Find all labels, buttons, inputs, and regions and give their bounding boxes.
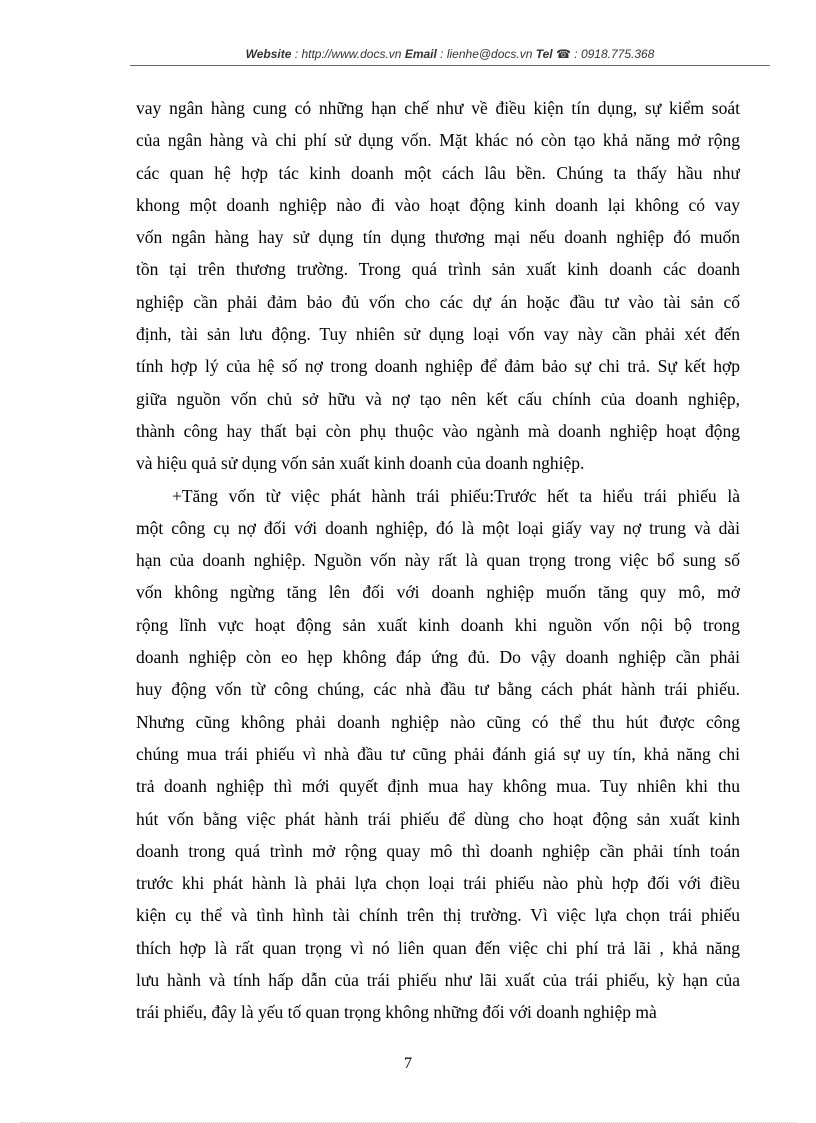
page-header: [130, 47, 770, 61]
paragraph-line: +Tăng vốn từ việc phát hành trái phiếu:Trước hết ta hiểu trái phiếu là: [172, 485, 740, 506]
paragraph-line: tồn tại trên thương trường. Trong quá trình sản xuất kinh doanh các doanh: [136, 259, 740, 280]
paragraph-line: tính hợp lý của hệ số nợ trong doanh nghiệp để đảm bảo sự chi trả. Sự kết hợp: [136, 356, 740, 377]
paragraph-line: Nhưng cũng không phải doanh nghiệp nào cũng có thể thu hút được công: [136, 711, 740, 732]
website-label: Website: [245, 47, 292, 61]
paragraph-line: chúng mua trái phiếu vì nhà đầu tư cũng phải đánh giá sự uy tín, khả năng chi: [136, 743, 740, 764]
paragraph-line: nghiệp cần phải đảm bảo đủ vốn cho các dự án hoặc đầu tư vào tài sản cố: [136, 291, 740, 312]
paragraph-line: vay ngân hàng cung có những hạn chế như về điều kiện tín dụng, sự kiểm soát: [136, 98, 740, 118]
paragraph-line: của ngân hàng và chi phí sử dụng vốn. Mặt khác nó còn tạo khả năng mở rộng: [136, 130, 740, 151]
tel-value: ☎ : 0918.775.368: [552, 47, 655, 61]
paragraph-line: huy động vốn từ công chúng, các nhà đầu tư bằng cách phát hành trái phiếu.: [136, 679, 740, 700]
header-rule: [130, 65, 770, 66]
body-text: [136, 92, 740, 1029]
paragraph-line: trái phiếu, đây là yếu tố quan trọng không những đối với doanh nghiệp mà: [136, 1002, 657, 1023]
paragraph-line: một công cụ nợ đối với doanh nghiệp, đó là một loại giấy vay nợ trung và dài: [136, 517, 740, 538]
paragraph-line: kiện cụ thể và tình hình tài chính trên thị trường. Vì việc lựa chọn trái phiếu: [136, 905, 740, 926]
paragraph-line: vốn không ngừng tăng lên đối với doanh nghiệp muốn tăng quy mô, mở: [136, 582, 740, 603]
paragraph-line: vốn ngân hàng hay sử dụng tín dụng thương mại nếu doanh nghiệp đó muốn: [136, 227, 740, 248]
email-value: : lienhe@docs.vn: [436, 47, 536, 61]
paragraph-line: doanh trong quá trình mở rộng quay mô thì doanh nghiệp cần phải tính toán: [136, 840, 740, 861]
email-label: Email: [404, 47, 437, 61]
paragraph-line: hạn của doanh nghiệp. Nguồn vốn này rất là quan trọng trong việc bổ sung số: [136, 550, 740, 571]
paragraph-line: các quan hệ hợp tác kinh doanh một cách lâu bền. Chúng ta thấy hầu như: [136, 162, 740, 183]
paragraph-line: trả doanh nghiệp thì mới quyết định mua hay không mua. Tuy nhiên khi thu: [136, 776, 740, 797]
paragraph-line: trước khi phát hành là phải lựa chọn loại trái phiếu nào phù hợp đối với điều: [136, 873, 740, 894]
website-value: : http://www.docs.vn: [291, 47, 405, 61]
tel-label: Tel: [535, 47, 553, 61]
paragraph-line: khong một doanh nghiệp nào đi vào hoạt động kinh doanh lại không có vay: [136, 194, 740, 215]
paragraph-line: định, tài sản lưu động. Tuy nhiên sử dụng loại vốn vay này cần phải xét đến: [136, 324, 740, 345]
page-number: 7: [404, 1055, 412, 1072]
paragraph-line: hút vốn bằng việc phát hành trái phiếu để dùng cho hoạt động sản xuất kinh: [136, 808, 740, 829]
paragraph-line: và hiệu quả sử dụng vốn sản xuất kinh doanh của doanh nghiệp.: [136, 453, 585, 474]
paragraph-line: lưu hành và tính hấp dẫn của trái phiếu như lãi xuất của trái phiếu, kỳ hạn của: [136, 970, 740, 991]
paragraph-line: giữa nguồn vốn chủ sở hữu và nợ tạo nên kết cấu chính của doanh nghiệp,: [136, 388, 740, 409]
paragraph-line: rộng lĩnh vực hoạt động sản xuất kinh doanh khi nguồn vốn nội bộ trong: [136, 614, 740, 635]
paragraph-line: thích hợp là rất quan trọng vì nó liên quan đến việc chi phí trả lãi , khả năng: [136, 937, 740, 958]
paragraph-line: thành công hay thất bại còn phụ thuộc vào ngành mà doanh nghiệp hoạt động: [136, 420, 740, 441]
paragraph-line: doanh nghiệp còn eo hẹp không đáp ứng đủ. Do vậy doanh nghiệp cần phải: [136, 647, 740, 668]
